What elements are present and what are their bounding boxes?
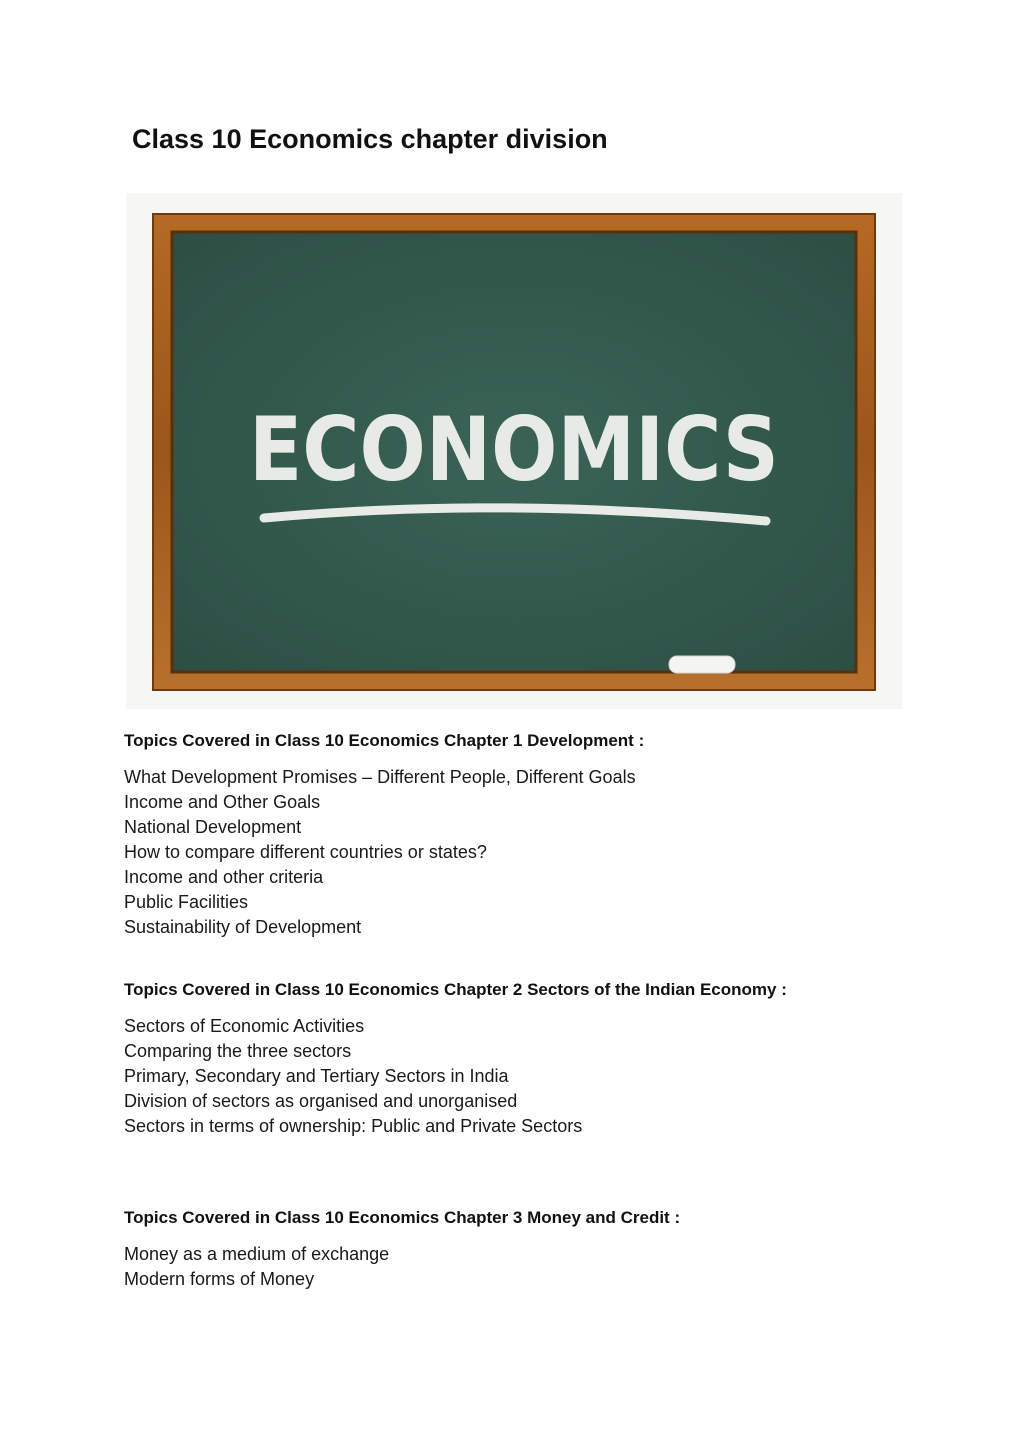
chapter-1-section: [124, 729, 645, 937]
chalkboard-illustration: [126, 193, 902, 709]
list-item: Comparing the three sectors: [124, 1041, 352, 1061]
chapter-1-topic-list: [124, 765, 636, 940]
chapter-3-section: [124, 1206, 681, 1289]
list-item: Sectors of Economic Activities: [124, 1016, 365, 1036]
chapter-2-heading: Topics Covered in Class 10 Economics Chapter 2 Sectors of the Indian Economy :: [124, 980, 787, 999]
chalkboard-image: [126, 193, 902, 709]
page-title: Class 10 Economics chapter division: [132, 124, 608, 154]
list-item: Sustainability of Development: [124, 917, 362, 937]
list-item: Modern forms of Money: [124, 1269, 315, 1289]
list-item: Division of sectors as organised and unorganised: [124, 1091, 518, 1111]
list-item: Income and other criteria: [124, 867, 324, 887]
list-item: Public Facilities: [124, 892, 249, 912]
list-item: Primary, Secondary and Tertiary Sectors in India: [124, 1066, 509, 1086]
list-item: Money as a medium of exchange: [124, 1244, 390, 1264]
list-item: What Development Promises – Different People, Different Goals: [124, 767, 636, 787]
chapter-3-heading: Topics Covered in Class 10 Economics Chapter 3 Money and Credit :: [124, 1208, 681, 1227]
list-item: Income and Other Goals: [124, 792, 321, 812]
chapter-1-heading: Topics Covered in Class 10 Economics Chapter 1 Development :: [124, 731, 645, 750]
chapter-2-section: [124, 978, 787, 1136]
chapter-3-topic-list: [124, 1242, 389, 1292]
list-item: National Development: [124, 817, 302, 837]
chalk-word: ECONOMICS: [249, 398, 779, 501]
list-item: How to compare different countries or states?: [124, 842, 487, 862]
list-item: Sectors in terms of ownership: Public and Private Sectors: [124, 1116, 583, 1136]
chalk-piece: [669, 656, 735, 673]
chapter-2-topic-list: [124, 1014, 582, 1139]
